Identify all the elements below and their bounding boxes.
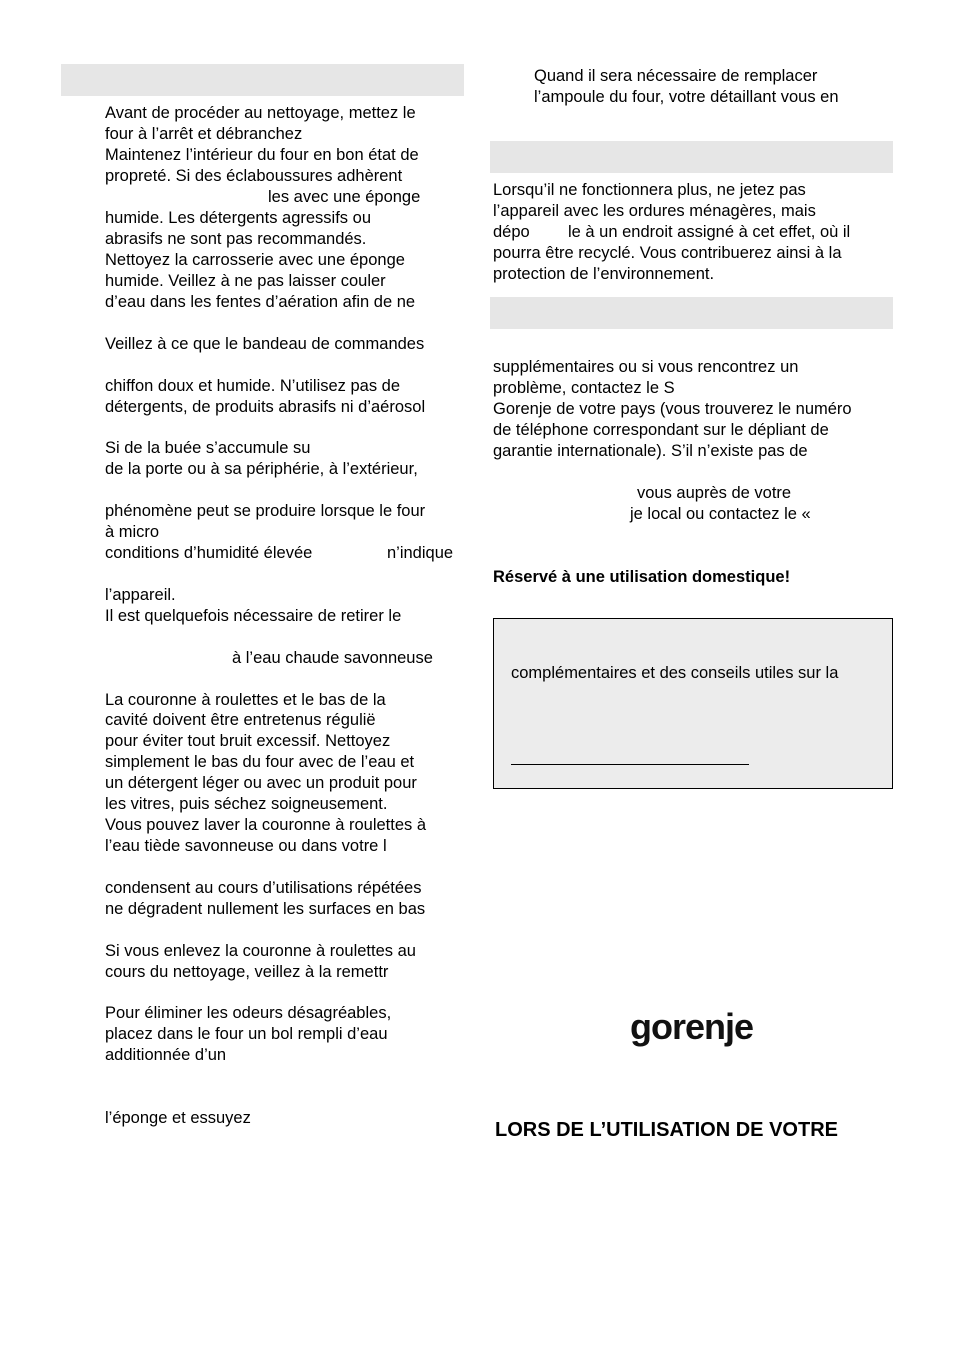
- text-line: Si vous enlevez la couronne à roulettes au: [105, 942, 416, 960]
- text-line: cours du nettoyage, veillez à la remettr: [105, 963, 389, 981]
- text-line: four à l’arrêt et débranchez: [105, 125, 303, 143]
- text-line: un détergent léger ou avec un produit pour: [105, 774, 417, 792]
- section-header-bar-environment: [490, 141, 893, 173]
- text-line: l’ampoule du four, votre détaillant vous en: [534, 88, 839, 106]
- text-line: l’éponge et essuyez: [105, 1109, 251, 1127]
- text-line: de téléphone correspondant sur le dépliant de: [493, 421, 829, 439]
- text-line: Lorsqu’il ne fonctionnera plus, ne jetez pas: [493, 181, 806, 199]
- section-header-bar-service: [490, 297, 893, 329]
- text-line: Nettoyez la carrosserie avec une éponge: [105, 251, 405, 269]
- domestic-use-note: Réservé à une utilisation domestique!: [493, 568, 791, 586]
- text-line: pour éviter tout bruit excessif. Nettoyez: [105, 732, 391, 750]
- gorenje-logo: gorenje: [630, 1006, 754, 1047]
- text-line: à l’eau chaude savonneuse: [232, 649, 433, 667]
- text-line: Avant de procéder au nettoyage, mettez le: [105, 104, 416, 122]
- text-line: Maintenez l’intérieur du four en bon état de: [105, 146, 419, 164]
- text-line: humide. Les détergents agressifs ou: [105, 209, 371, 227]
- text-line: je local ou contactez le «: [630, 505, 811, 523]
- text-line: vous auprès de votre: [637, 484, 792, 502]
- text-line: chiffon doux et humide. N’utilisez pas de: [105, 377, 401, 395]
- text-line: La couronne à roulettes et le bas de la: [105, 691, 386, 709]
- text-line: conditions d’humidité élevée: [105, 544, 313, 562]
- text-line: l’eau tiède savonneuse ou dans votre l: [105, 837, 387, 855]
- text-line: garantie internationale). S’il n’existe pas de: [493, 442, 808, 460]
- text-line: problème, contactez le S: [493, 379, 675, 397]
- text-line: Il est quelquefois nécessaire de retirer le: [105, 607, 402, 625]
- text-line: les vitres, puis séchez soigneusement.: [105, 795, 388, 813]
- info-box: [493, 618, 893, 789]
- text-line: détergents, de produits abrasifs ni d’aérosol: [105, 398, 426, 416]
- text-line: l’appareil avec les ordures ménagères, mais: [493, 202, 816, 220]
- closing-title: LORS DE L’UTILISATION DE VOTRE: [495, 1119, 838, 1141]
- text-line: humide. Veillez à ne pas laisser couler: [105, 272, 386, 290]
- text-line: cavité doivent être entretenus régulië: [105, 711, 376, 729]
- text-line: Gorenje de votre pays (vous trouverez le numéro: [493, 400, 852, 418]
- text-line: de la porte ou à sa périphérie, à l’extérieur,: [105, 460, 418, 478]
- text-line: condensent au cours d’utilisations répétées: [105, 879, 422, 897]
- info-box-text: complémentaires et des conseils utiles sur la: [511, 664, 839, 682]
- text-line: Veillez à ce que le bandeau de commandes: [105, 335, 425, 353]
- text-line: Vous pouvez laver la couronne à roulettes à: [105, 816, 427, 834]
- text-line: propreté. Si des éclaboussures adhèrent: [105, 167, 403, 185]
- text-line: Pour éliminer les odeurs désagréables,: [105, 1004, 392, 1022]
- text-line: phénomène peut se produire lorsque le four: [105, 502, 426, 520]
- text-line: Quand il sera nécessaire de remplacer: [534, 67, 818, 85]
- text-line: pourra être recyclé. Vous contribuerez ainsi à la: [493, 244, 842, 262]
- text-line: à micro: [105, 523, 160, 541]
- text-line: l’appareil.: [105, 586, 176, 604]
- text-line: les avec une éponge: [268, 188, 421, 206]
- text-line: n’indique: [387, 544, 454, 562]
- section-header-bar-cleaning: [61, 64, 464, 96]
- text-line: abrasifs ne sont pas recommandés.: [105, 230, 367, 248]
- text-line: Si de la buée s’accumule su: [105, 439, 311, 457]
- text-line: additionnée d’un: [105, 1046, 227, 1064]
- text-line: le à un endroit assigné à cet effet, où il: [568, 223, 851, 241]
- text-line: d’eau dans les fentes d’aération afin de ne: [105, 293, 416, 311]
- text-line: simplement le bas du four avec de l’eau et: [105, 753, 415, 771]
- text-line: ne dégradent nullement les surfaces en bas: [105, 900, 426, 918]
- text-line: dépo: [493, 223, 530, 241]
- text-line: protection de l’environnement.: [493, 265, 715, 283]
- text-line: placez dans le four un bol rempli d’eau: [105, 1025, 388, 1043]
- info-box-underline: [511, 764, 749, 765]
- text-line: supplémentaires ou si vous rencontrez un: [493, 358, 799, 376]
